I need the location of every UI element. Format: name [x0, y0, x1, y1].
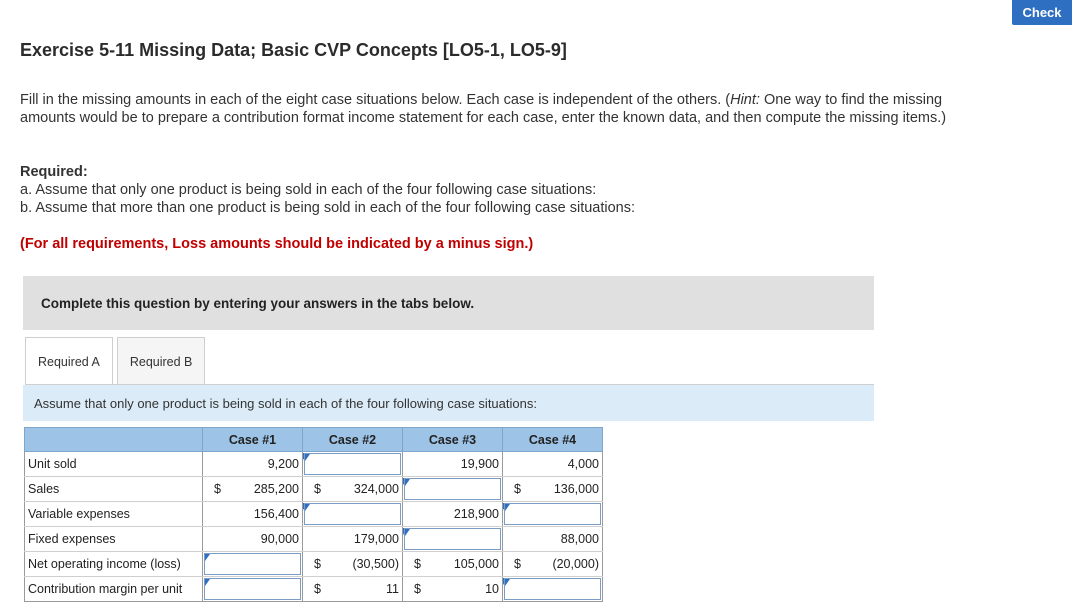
requirement-a: a. Assume that only one product is being sold in each of the four following case situations: [20, 182, 597, 198]
row-label: Sales [25, 477, 203, 502]
row-label: Variable expenses [25, 502, 203, 527]
answer-input[interactable] [404, 478, 501, 500]
value-cell [503, 452, 603, 477]
answer-input[interactable] [204, 578, 301, 600]
row-label: Net operating income (loss) [25, 552, 203, 577]
answer-input-cell[interactable] [303, 502, 403, 527]
cell-value: 9,200 [267, 457, 299, 471]
value-cell [203, 452, 303, 477]
cell-value: (30,500) [352, 557, 399, 571]
hint-label: Hint: [730, 92, 760, 108]
tab-required-b[interactable]: Required B [117, 337, 206, 385]
table-row [25, 502, 603, 527]
value-cell [303, 527, 403, 552]
cell-value: 218,900 [453, 507, 499, 521]
cell-value: 19,900 [460, 457, 499, 471]
value-cell [403, 552, 503, 577]
table-row [25, 527, 603, 552]
loss-note: (For all requirements, Loss amounts should be indicated by a minus sign.) [20, 236, 534, 252]
answer-input-cell[interactable] [203, 577, 303, 602]
value-cell [303, 552, 403, 577]
value-cell [403, 502, 503, 527]
currency-symbol: $ [314, 557, 321, 571]
check-button[interactable]: Check [1012, 0, 1072, 25]
input-marker-icon [405, 529, 410, 536]
cell-value: (20,000) [552, 557, 599, 571]
currency-symbol: $ [314, 582, 321, 596]
input-marker-icon [305, 504, 310, 511]
assumption-text: Assume that only one product is being sold in each of the four following case situations: [34, 395, 537, 411]
answer-input-cell[interactable] [503, 577, 603, 602]
value-cell [303, 577, 403, 602]
complete-question-banner [23, 276, 874, 330]
cell-value: 90,000 [260, 532, 299, 546]
answer-input-cell[interactable] [403, 477, 503, 502]
answer-input-cell[interactable] [403, 527, 503, 552]
value-cell [303, 477, 403, 502]
header-case-2: Case #2 [303, 428, 403, 452]
answer-input[interactable] [304, 453, 401, 475]
cell-value: 136,000 [553, 482, 599, 496]
cell-value: 179,000 [353, 532, 399, 546]
row-label: Contribution margin per unit [25, 577, 203, 602]
table-row [25, 477, 603, 502]
currency-symbol: $ [414, 582, 421, 596]
answer-input-cell[interactable] [203, 552, 303, 577]
input-marker-icon [305, 454, 310, 461]
value-cell [403, 452, 503, 477]
value-cell [503, 527, 603, 552]
answer-input-cell[interactable] [303, 452, 403, 477]
cell-value: 324,000 [353, 482, 399, 496]
value-cell [203, 527, 303, 552]
cell-value: 285,200 [253, 482, 299, 496]
value-cell [203, 477, 303, 502]
cell-value: 11 [386, 582, 399, 596]
input-marker-icon [505, 579, 510, 586]
currency-symbol: $ [414, 557, 421, 571]
requirement-b: b. Assume that more than one product is being sold in each of the four following case situations: [20, 200, 636, 216]
currency-symbol: $ [314, 482, 321, 496]
input-marker-icon [205, 579, 210, 586]
currency-symbol: $ [514, 482, 521, 496]
table-header-row [25, 428, 603, 452]
tab-required-a[interactable]: Required A [25, 337, 113, 386]
value-cell [403, 577, 503, 602]
cell-value: 10 [485, 582, 499, 596]
intro-text-end: One way to find the missing amounts would be to prepare a contribution format income statement for each case, enter the known data, and then compute the missing items.) [20, 92, 947, 126]
row-label: Fixed expenses [25, 527, 203, 552]
answer-input[interactable] [304, 503, 401, 525]
complete-text: Complete this question by entering your answers in the tabs below. [41, 295, 475, 311]
cell-value: 88,000 [560, 532, 599, 546]
answer-input[interactable] [504, 578, 601, 600]
header-case-1: Case #1 [203, 428, 303, 452]
table-row [25, 552, 603, 577]
input-marker-icon [405, 479, 410, 486]
answer-input[interactable] [204, 553, 301, 575]
answer-input[interactable] [404, 528, 501, 550]
instructions [20, 92, 950, 128]
row-label: Unit sold [25, 452, 203, 477]
cell-value: 105,000 [453, 557, 499, 571]
input-marker-icon [205, 554, 210, 561]
answer-input[interactable] [504, 503, 601, 525]
cell-value: 156,400 [253, 507, 299, 521]
answer-input-cell[interactable] [503, 502, 603, 527]
currency-symbol: $ [514, 557, 521, 571]
input-marker-icon [505, 504, 510, 511]
value-cell [503, 477, 603, 502]
intro-text-start: Fill in the missing amounts in each of the eight case situations below. Each case is independent of the others. ( [20, 92, 731, 108]
currency-symbol: $ [214, 482, 221, 496]
value-cell [503, 552, 603, 577]
header-case-3: Case #3 [403, 428, 503, 452]
page-title: Exercise 5-11 Missing Data; Basic CVP Concepts [LO5-1, LO5-9] [20, 40, 567, 60]
header-case-4: Case #4 [503, 428, 603, 452]
value-cell [203, 502, 303, 527]
requirement-tabs [25, 337, 209, 385]
required-heading: Required: [20, 164, 88, 180]
table-row [25, 577, 603, 602]
table-row [25, 452, 603, 477]
header-blank [25, 428, 203, 452]
assumption-bar [23, 385, 874, 421]
cvp-table [24, 427, 603, 602]
cell-value: 4,000 [567, 457, 599, 471]
